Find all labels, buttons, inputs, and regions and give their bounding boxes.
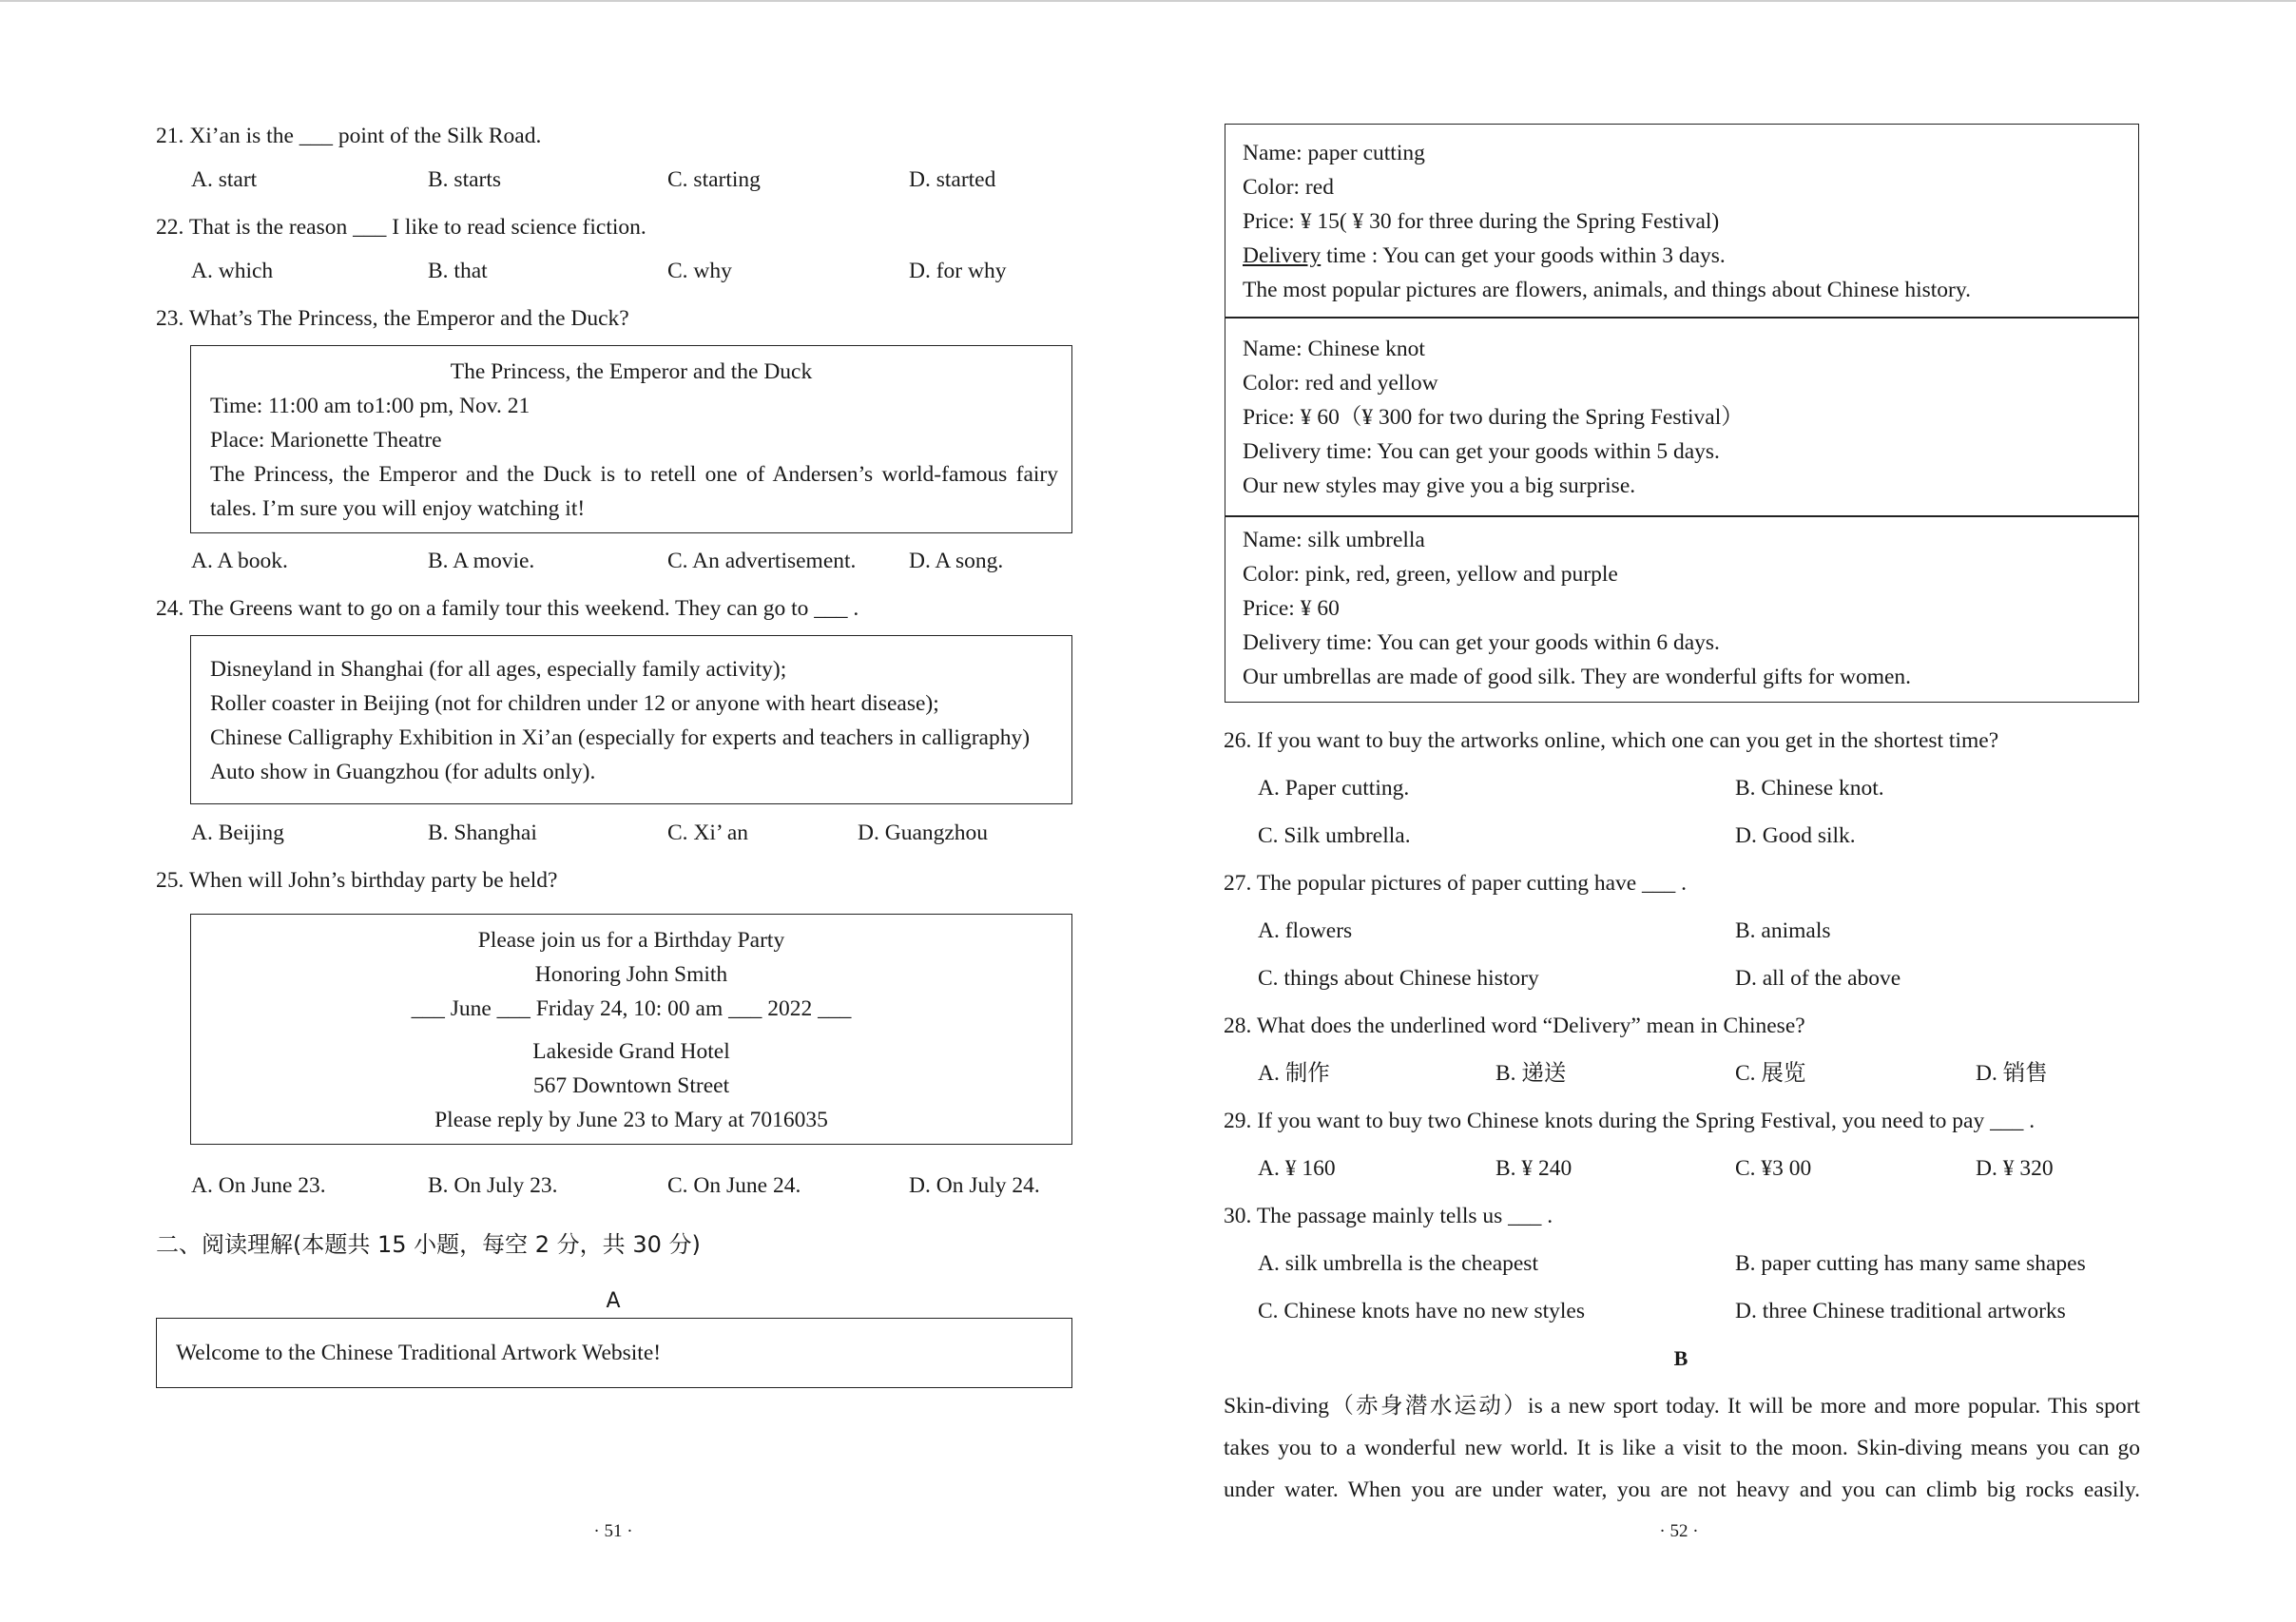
q28-option-b: B. 递送 (1495, 1061, 1567, 1086)
q24-option-c: C. Xi’ an (667, 821, 749, 845)
q27-option-b: B. animals (1735, 918, 1831, 943)
part-b-label: B (1673, 1346, 1688, 1370)
item2-color: Color: red and yellow (1243, 371, 1438, 396)
item1-note: The most popular pictures are flowers, animals, and things about Chinese history. (1243, 278, 1971, 302)
welcome-text: Welcome to the Chinese Traditional Artwork Website! (176, 1341, 662, 1365)
q25-box-line5: 567 Downtown Street (532, 1073, 730, 1098)
q28-option-d: D. 销售 (1976, 1061, 2048, 1086)
q23-option-b: B. A movie. (428, 549, 535, 573)
item2-delivery: Delivery time: You can get your goods within 5 days. (1243, 439, 1720, 464)
question-23-stem: 23. What’s The Princess, the Emperor and the Duck? (156, 306, 629, 331)
q21-option-a: A. start (191, 167, 258, 192)
q30-option-b: B. paper cutting has many same shapes (1735, 1251, 2086, 1276)
item2-name: Name: Chinese knot (1243, 337, 1425, 361)
item1-color: Color: red (1243, 175, 1334, 200)
passage-b-line3: under water. When you are under water, you are not heavy and you can climb big rocks easily. (1224, 1477, 2140, 1502)
q26-option-c: C. Silk umbrella. (1258, 823, 1411, 848)
q29-option-b: B. ¥ 240 (1495, 1156, 1572, 1181)
q24-box-line4: Auto show in Guangzhou (for adults only). (210, 760, 596, 784)
item2-note: Our new styles may give you a big surprise. (1243, 473, 1636, 498)
question-29-stem: 29. If you want to buy two Chinese knots during the Spring Festival, you need to pay ___ . (1224, 1109, 2036, 1133)
q29-option-c: C. ¥3 00 (1735, 1156, 1812, 1181)
q25-box-line2: Honoring John Smith (534, 962, 728, 987)
q23-box-desc-line2: tales. I’m sure you will enjoy watching it! (210, 496, 586, 521)
q21-option-c: C. starting (667, 167, 761, 192)
q25-box-line1: Please join us for a Birthday Party (477, 928, 785, 953)
question-26-stem: 26. If you want to buy the artworks online, which one can you get in the shortest time? (1224, 728, 1999, 753)
q23-box-desc-line1: The Princess, the Emperor and the Duck is to retell one of Andersen’s world-famous fairy (210, 462, 1058, 487)
q24-option-a: A. Beijing (191, 821, 284, 845)
q29-option-a: A. ¥ 160 (1258, 1156, 1336, 1181)
item1-name: Name: paper cutting (1243, 141, 1425, 165)
q25-option-d: D. On July 24. (909, 1173, 1040, 1198)
q24-box-line2: Roller coaster in Beijing (not for children under 12 or anyone with heart disease); (210, 691, 939, 716)
q30-option-a: A. silk umbrella is the cheapest (1258, 1251, 1538, 1276)
page-number-51: · 51 · (593, 1521, 633, 1541)
item3-color: Color: pink, red, green, yellow and purple (1243, 562, 1618, 587)
delivery-underlined-word: Delivery (1243, 243, 1322, 268)
question-22-stem: 22. That is the reason ___ I like to read science fiction. (156, 215, 646, 240)
question-25-stem: 25. When will John’s birthday party be held? (156, 868, 558, 893)
q24-box-line1: Disneyland in Shanghai (for all ages, especially family activity); (210, 657, 787, 682)
q22-option-c: C. why (667, 259, 732, 283)
q28-option-c: C. 展览 (1735, 1061, 1806, 1086)
q27-option-d: D. all of the above (1735, 966, 1901, 991)
q24-option-d: D. Guangzhou (858, 821, 989, 845)
item1-delivery (1243, 241, 1726, 270)
q25-box-line3: ___ June ___ Friday 24, 10: 00 am ___ 2022 ___ (411, 996, 852, 1021)
passage-b-line2: takes you to a wonderful new world. It is like a visit to the moon. Skin-diving means you can go (1224, 1436, 2140, 1460)
q23-box-place: Place: Marionette Theatre (210, 428, 442, 453)
section-2-heading: 二、阅读理解(本题共 15 小题，每空 2 分，共 30 分) (156, 1231, 701, 1258)
q25-box-line4: Lakeside Grand Hotel (532, 1039, 730, 1064)
item3-name: Name: silk umbrella (1243, 528, 1425, 552)
listing-divider-2 (1225, 515, 2139, 517)
page-number-52: · 52 · (1659, 1521, 1699, 1541)
q29-option-d: D. ¥ 320 (1976, 1156, 2054, 1181)
question-24-stem: 24. The Greens want to go on a family tour this weekend. They can go to ___ . (156, 596, 859, 621)
item3-price: Price: ¥ 60 (1243, 596, 1340, 621)
top-border-line (0, 0, 2296, 2)
q24-box-line3: Chinese Calligraphy Exhibition in Xi’an (especially for experts and teachers in calligraphy) (210, 725, 1031, 750)
q23-box-title: The Princess, the Emperor and the Duck (450, 359, 813, 384)
q21-option-b: B. starts (428, 167, 502, 192)
q25-option-b: B. On July 23. (428, 1173, 558, 1198)
question-30-stem: 30. The passage mainly tells us ___ . (1224, 1204, 1553, 1228)
q25-option-c: C. On June 24. (667, 1173, 801, 1198)
q24-option-b: B. Shanghai (428, 821, 537, 845)
q25-box-line6: Please reply by June 23 to Mary at 7016035 (434, 1108, 828, 1132)
q22-option-a: A. which (191, 259, 274, 283)
q25-option-a: A. On June 23. (191, 1173, 326, 1198)
q30-option-d: D. three Chinese traditional artworks (1735, 1299, 2066, 1323)
q26-option-b: B. Chinese knot. (1735, 776, 1884, 801)
item1-price: Price: ¥ 15( ¥ 30 for three during the Spring Festival) (1243, 209, 1720, 234)
q23-option-c: C. An advertisement. (667, 549, 857, 573)
q27-option-a: A. flowers (1258, 918, 1353, 943)
item3-delivery: Delivery time: You can get your goods within 6 days. (1243, 630, 1720, 655)
question-28-stem: 28. What does the underlined word “Delivery” mean in Chinese? (1224, 1014, 1805, 1038)
q28-option-a: A. 制作 (1258, 1061, 1330, 1086)
item3-note: Our umbrellas are made of good silk. They are wonderful gifts for women. (1243, 665, 1912, 689)
q21-option-d: D. started (909, 167, 996, 192)
item2-price: Price: ¥ 60（¥ 300 for two during the Spring Festival） (1243, 405, 1744, 430)
question-21-stem: 21. Xi’an is the ___ point of the Silk Road. (156, 124, 542, 148)
q30-option-c: C. Chinese knots have no new styles (1258, 1299, 1585, 1323)
question-27-stem: 27. The popular pictures of paper cutting have ___ . (1224, 871, 1688, 896)
item1-delivery-rest: time : You can get your goods within 3 days. (1321, 243, 1726, 268)
q22-option-b: B. that (428, 259, 488, 283)
q27-option-c: C. things about Chinese history (1258, 966, 1539, 991)
q26-option-a: A. Paper cutting. (1258, 776, 1410, 801)
q22-option-d: D. for why (909, 259, 1007, 283)
q23-option-a: A. A book. (191, 549, 288, 573)
q23-box-time: Time: 11:00 am to1:00 pm, Nov. 21 (210, 394, 531, 418)
listing-divider-1 (1225, 317, 2139, 319)
part-a-label: A (606, 1289, 621, 1313)
q23-option-d: D. A song. (909, 549, 1004, 573)
passage-b-line1: Skin-diving（赤身潜水运动）is a new sport today. It will be more and more popular. This sport (1224, 1394, 2140, 1419)
q26-option-d: D. Good silk. (1735, 823, 1856, 848)
